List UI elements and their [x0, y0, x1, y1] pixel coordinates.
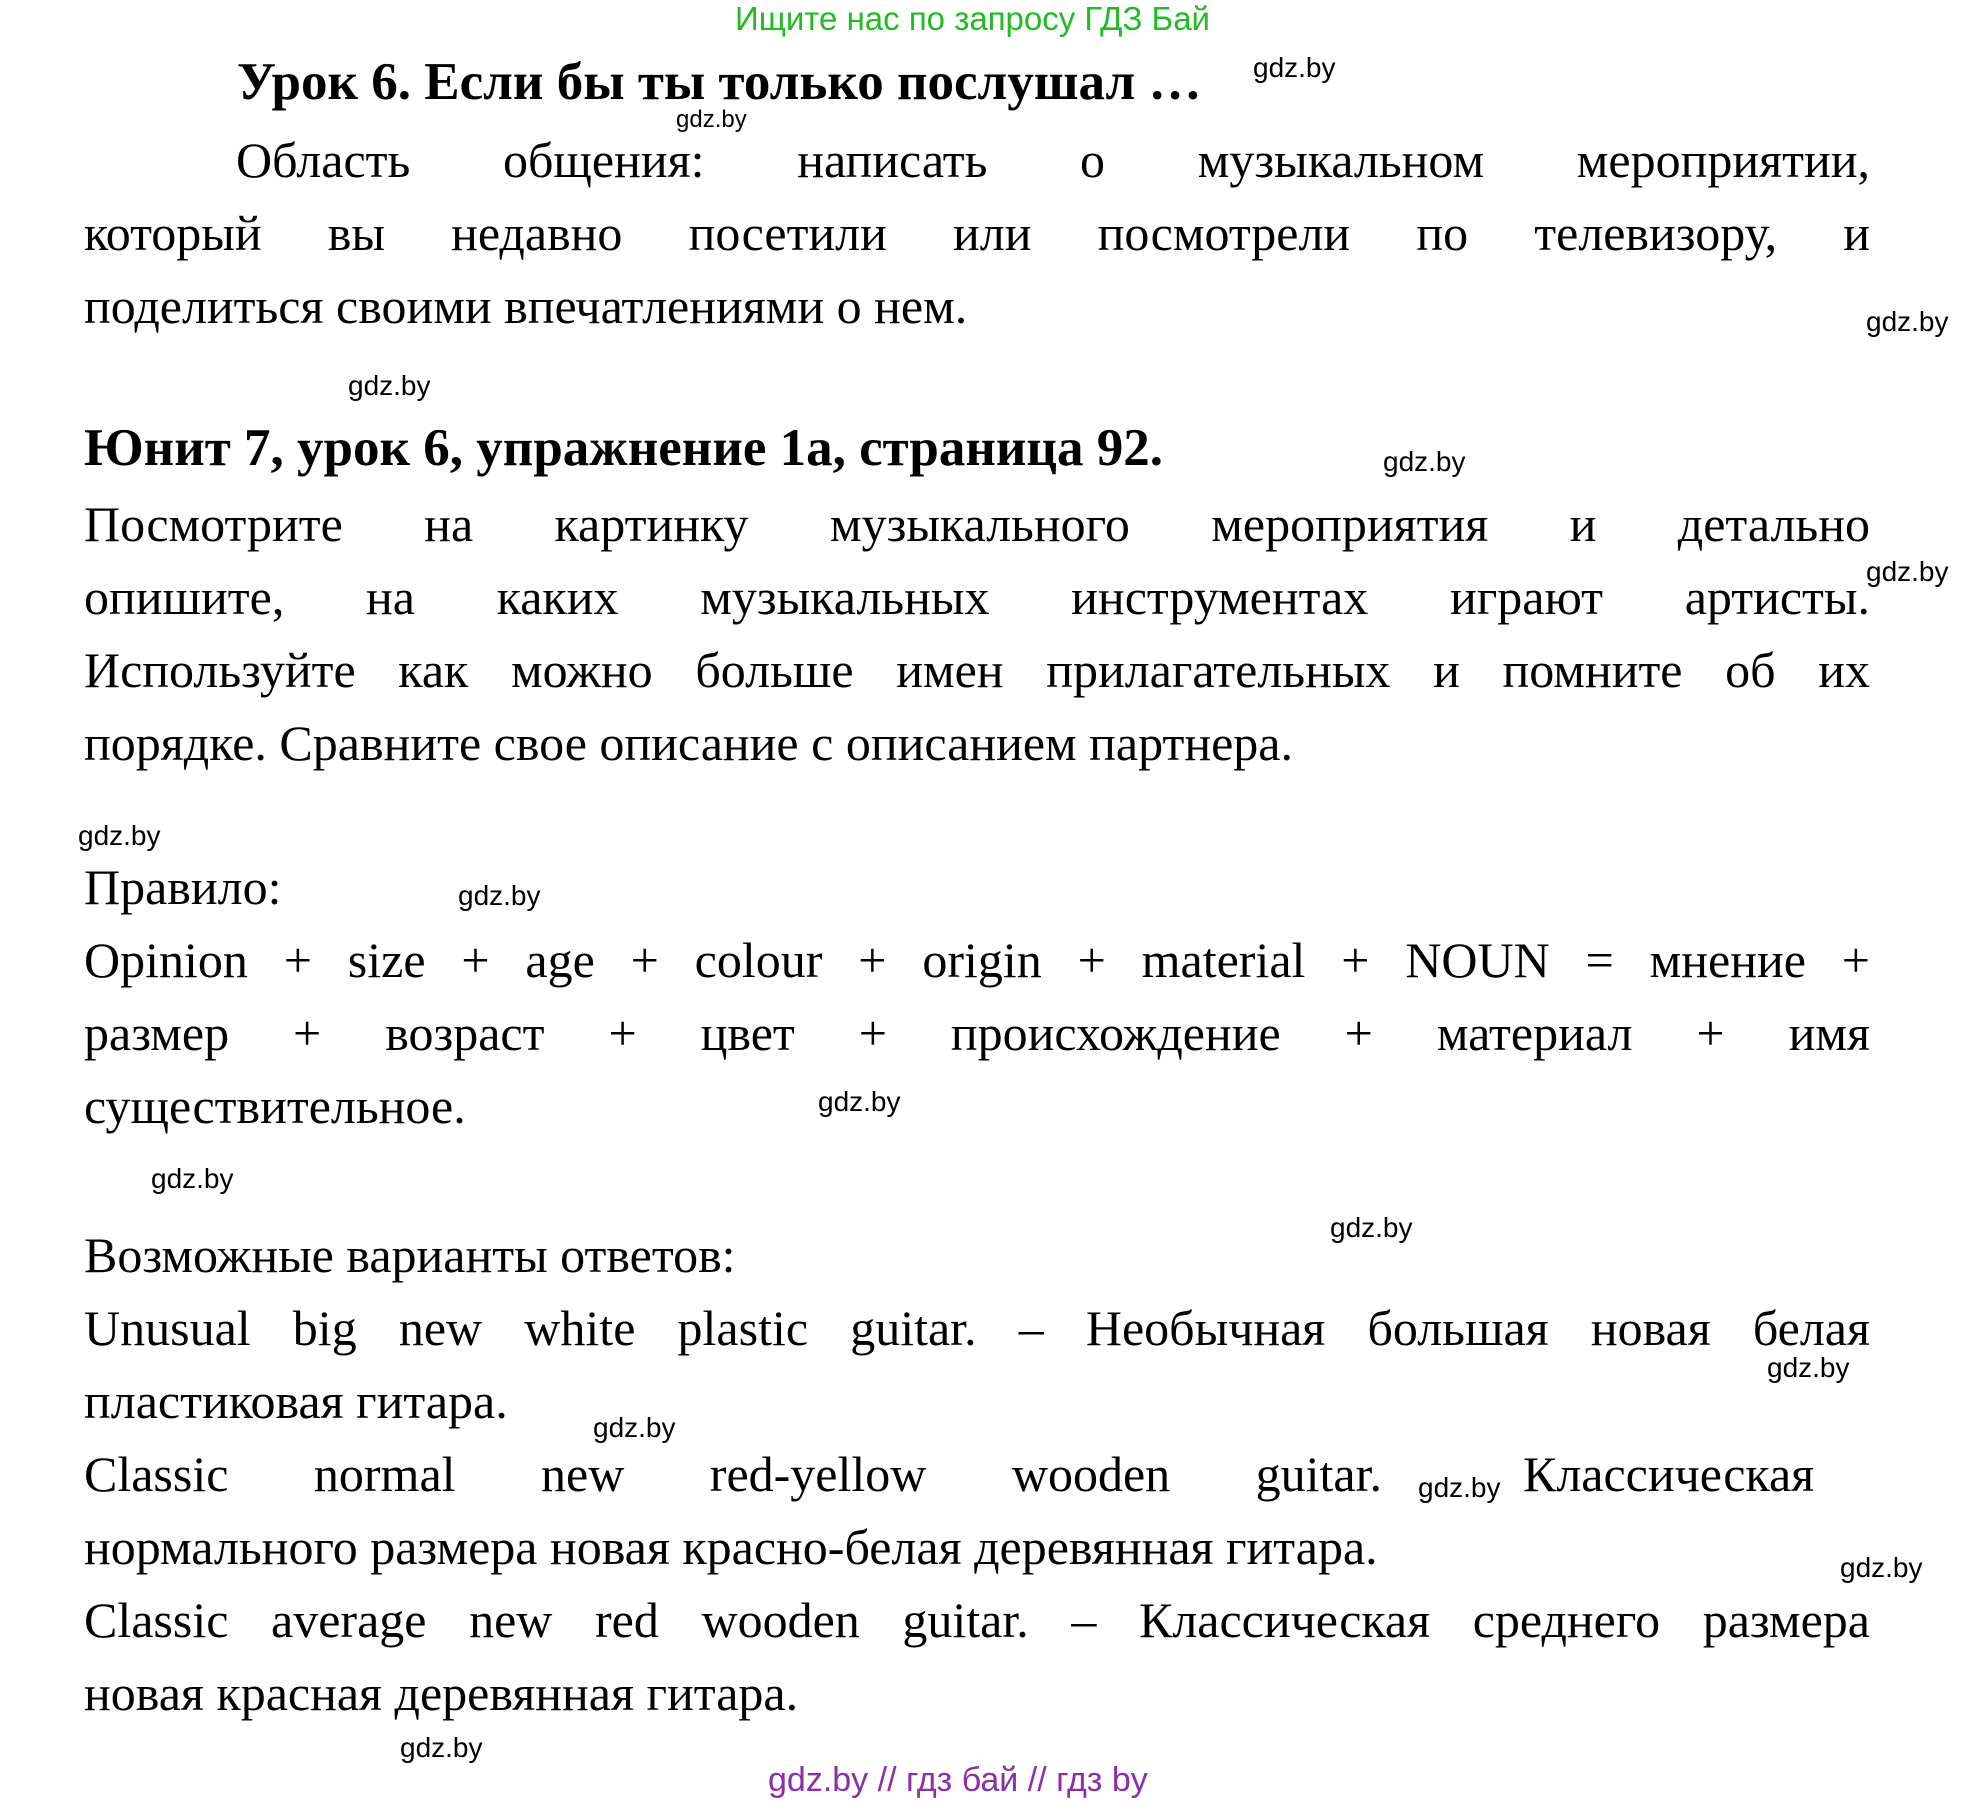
rule-line-2: размер + возраст + цвет + происхождение + материал + имя [84, 1005, 1870, 1061]
intro-line-3: поделиться своими впечатлениями о нем. [84, 278, 968, 334]
watermark: gdz.by [1866, 556, 1949, 587]
watermark: gdz.by [400, 1732, 483, 1763]
promo-banner[interactable]: Ищите нас по запросу ГДЗ Бай [735, 0, 1210, 37]
watermark: gdz.by [593, 1412, 676, 1443]
answer-line-4: нормального размера новая красно-белая деревянная гитара. [84, 1519, 1378, 1575]
answer-line-5: Classic average new red wooden guitar. – Классическая среднего размера [84, 1592, 1870, 1648]
lesson-title: Урок 6. Если бы ты только послушал … [237, 53, 1202, 111]
watermark: gdz.by [1840, 1552, 1923, 1583]
answers-label: Возможные варианты ответов: [84, 1227, 736, 1283]
rule-line-1: Opinion + size + age + colour + origin + material + NOUN = мнение + [84, 932, 1870, 988]
watermark: gdz.by [1767, 1352, 1850, 1383]
task-line-4: порядке. Сравните свое описание с описанием партнера. [84, 715, 1293, 771]
intro-line-2: который вы недавно посетили или посмотрели по телевизору, и [84, 205, 1870, 261]
rule-label: Правило: [84, 859, 282, 915]
footer-links[interactable]: gdz.by // гдз бай // гдз by [768, 1761, 1148, 1799]
answer-line-2: пластиковая гитара. [84, 1373, 508, 1429]
watermark: gdz.by [818, 1086, 901, 1117]
task-line-2: опишите, на каких музыкальных инструментах играют артисты. [84, 569, 1870, 625]
intro-line-1: Область общения: написать о музыкальном мероприятии, [236, 132, 1870, 188]
answer-line-3: Classic normal new red-yellow wooden guitar. [84, 1446, 1382, 1502]
watermark: gdz.by [78, 820, 161, 851]
watermark: gdz.by [1253, 52, 1336, 83]
task-line-1: Посмотрите на картинку музыкального мероприятия и детально [84, 496, 1870, 552]
watermark: gdz.by [348, 370, 431, 401]
answer-line-3-tail: Классическая [1523, 1446, 1815, 1502]
task-line-3: Используйте как можно больше имен прилагательных и помните об их [84, 642, 1870, 698]
watermark: gdz.by [676, 106, 747, 133]
rule-line-3: существительное. [84, 1078, 466, 1134]
watermark: gdz.by [1330, 1212, 1413, 1243]
watermark: gdz.by [1866, 306, 1949, 337]
answer-line-1: Unusual big new white plastic guitar. – Необычная большая новая белая [84, 1300, 1870, 1356]
watermark: gdz.by [458, 880, 541, 911]
watermark: gdz.by [1418, 1472, 1501, 1503]
watermark: gdz.by [1383, 446, 1466, 477]
exercise-title: Юнит 7, урок 6, упражнение 1а, страница 92. [84, 419, 1163, 477]
answer-line-6: новая красная деревянная гитара. [84, 1665, 799, 1721]
watermark: gdz.by [151, 1163, 234, 1194]
